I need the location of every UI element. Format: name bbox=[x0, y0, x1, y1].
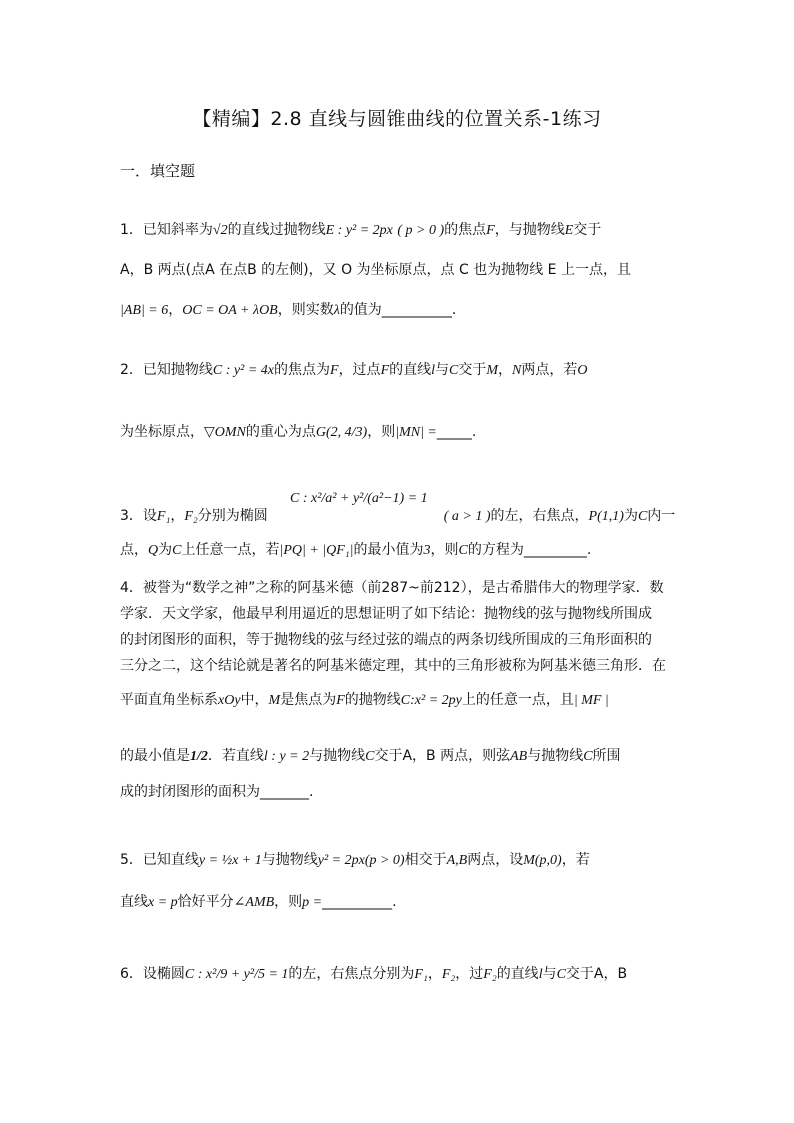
q2-line-1: 2．已知抛物线C : y² = 4x的焦点为F，过点F的直线l与C交于M，N两点，若O bbox=[120, 362, 588, 378]
q3-ellipse-equation: C : x²/a² + y²/(a²−1) = 1 bbox=[290, 491, 428, 506]
answer-blank: _____. bbox=[436, 424, 477, 440]
q2-line-2: 为坐标原点，▽OMN的重心为点G(2, 4/3)，则|MN| =_____. bbox=[120, 424, 477, 440]
answer-blank: __________. bbox=[322, 894, 397, 910]
math-vector-eq: OC = OA + λOB bbox=[182, 303, 278, 318]
math-parabola-e: E : y² = 2px bbox=[325, 223, 393, 238]
section-heading: 一．填空题 bbox=[120, 162, 196, 180]
q5-line-1: 5．已知直线y = ½x + 1与抛物线y² = 2px(p > 0)相交于A,B两点，设M(p,0)，若 bbox=[120, 852, 590, 868]
answer-blank: __________. bbox=[381, 302, 457, 318]
q4-line-5: 平面直角坐标系xOy中，M是焦点为F的抛物线C:x² = 2py上的任意一点，且| MF | bbox=[120, 692, 609, 708]
q5-line-2: 直线x = p恰好平分∠AMB，则p =__________. bbox=[120, 894, 397, 910]
answer-blank: _________. bbox=[523, 542, 592, 558]
q3-line-2: 点，Q为C上任意一点，若|PQ| + |QF₁|的最小值为3，则C的方程为_________. bbox=[120, 542, 592, 558]
q1-line-3: |AB| = 6，OC = OA + λOB，则实数λ的值为__________. bbox=[120, 302, 457, 318]
q4-line-2: 学家．天文学家，他最早利用逼近的思想证明了如下结论：抛物线的弦与抛物线所围成 bbox=[120, 606, 652, 622]
page-title: 【精编】2.8 直线与圆锥曲线的位置关系-1练习 bbox=[192, 108, 602, 130]
answer-blank: _______. bbox=[260, 784, 314, 800]
q1-line-2: A，B 两点(点A 在点B 的左侧)，又 O 为坐标原点，点 C 也为抛物线 E 上一点，且 bbox=[120, 262, 631, 278]
q6-line-1: 6．设椭圆C : x²/9 + y²/5 = 1的左，右焦点分别为F₁，F₂，过F₂的直线l与C交于A，B bbox=[120, 966, 628, 982]
math-point-g: G(2, 4/3) bbox=[315, 425, 368, 440]
q1-line-1: 1．已知斜率为√2的直线过抛物线E : y² = 2px ( p > 0 )的焦点F，与抛物线E交于 bbox=[120, 222, 602, 238]
q4-line-3: 的封闭图形的面积，等于抛物线的弦与经过弦的端点的两条切线所围成的三角形面积的 bbox=[120, 632, 652, 648]
q4-line-7: 成的封闭图形的面积为_______. bbox=[120, 784, 314, 800]
q4-line-4: 三分之二，这个结论就是著名的阿基米德定理，其中的三角形被称为阿基米德三角形．在 bbox=[120, 658, 666, 674]
q3-line-1: 3．设F₁，F₂分别为椭圆 ( a > 1 )的左，右焦点，P(1,1)为C内一 bbox=[120, 508, 676, 524]
math-sqrt2: √2 bbox=[212, 223, 228, 238]
q4-line-6: 的最小值是1/2．若直线l : y = 2与抛物线C交于A，B 两点，则弦AB与抛物线C所围 bbox=[120, 748, 621, 764]
q4-line-1: 4．被誉为“数学之神”之称的阿基米德（前287~前212），是古希腊伟大的物理学家．数 bbox=[120, 580, 664, 596]
